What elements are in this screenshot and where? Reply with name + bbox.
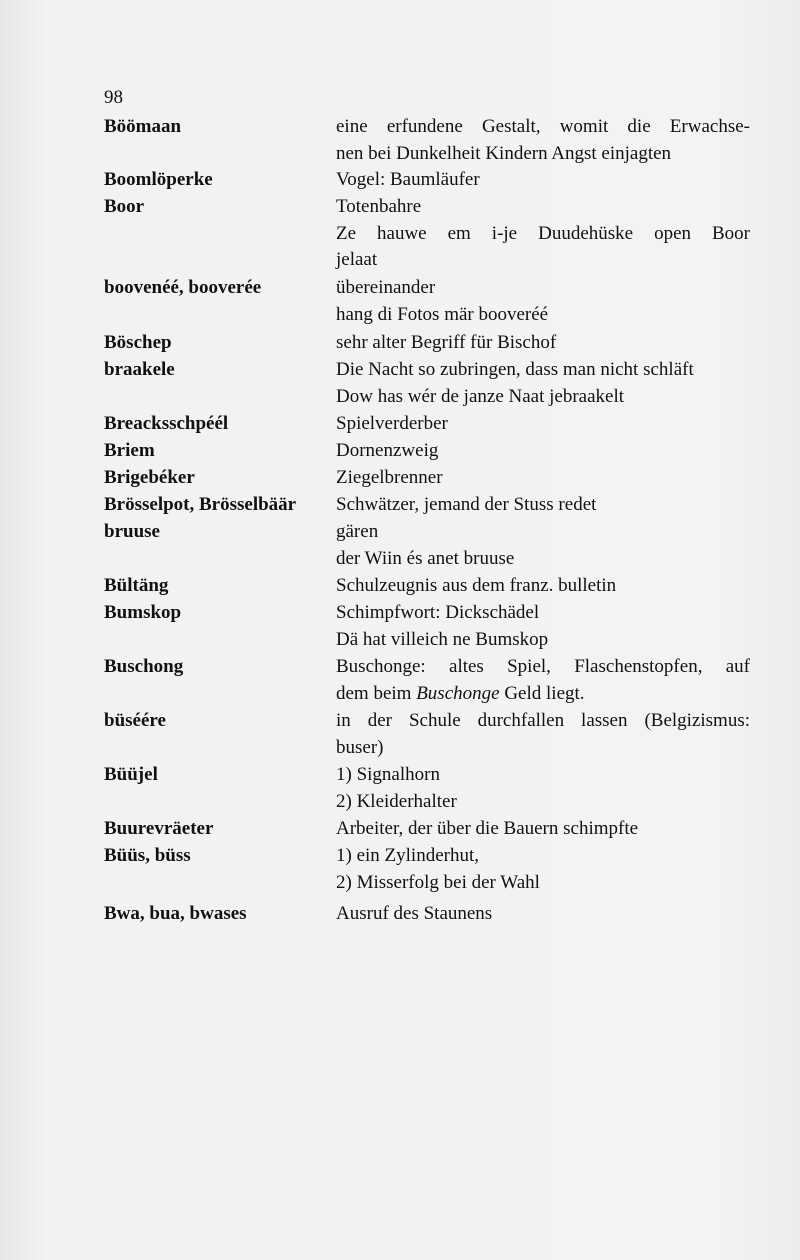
definition-line: nen bei Dunkelheit Kindern Angst einjagten <box>336 142 672 164</box>
definition-line: Schulzeugnis aus dem franz. bulletin <box>336 575 617 596</box>
definition-line: buser) <box>336 736 384 758</box>
entry-definition <box>336 465 750 492</box>
definition-line: 1) Signalhorn <box>336 764 440 785</box>
definition-line: Dornenzweig <box>336 440 439 461</box>
entry-definition <box>336 519 750 572</box>
entry-definition <box>336 330 750 357</box>
definition-line: Schwätzer, jemand der Stuss redet <box>336 494 597 515</box>
definition-line: Buschonge: altes Spiel, Flaschenstopfen, auf <box>336 656 750 677</box>
definition-line: in der Schule durchfallen lassen (Belgizismus: <box>336 710 750 731</box>
definition-line: Totenbahre <box>336 196 422 217</box>
entry-term: Boor <box>104 196 145 217</box>
definition-emphasis: Buschonge <box>416 682 500 704</box>
entry-term: Büüs, büss <box>104 845 191 866</box>
entry-term: Boomlöperke <box>104 169 213 190</box>
entry-term: Böschep <box>104 332 172 353</box>
definition-text: dem beim <box>336 682 417 704</box>
entry-definition <box>336 573 750 600</box>
entry-term: Bültäng <box>104 575 169 596</box>
entry-term: boovenéé, booverée <box>104 277 262 298</box>
entry-term: Bumskop <box>104 602 182 623</box>
definition-line: eine erfundene Gestalt, womit die Erwachse- <box>336 116 750 137</box>
entry-term: Brigebéker <box>104 467 195 488</box>
entry-term: Buurevräeter <box>104 818 214 839</box>
entry-definition <box>336 901 750 928</box>
entry-term: Briem <box>104 440 155 461</box>
definition-line: Dä hat villeich ne Bumskop <box>336 628 549 650</box>
entry-definition <box>336 843 750 896</box>
definition-line: Arbeiter, der über die Bauern schimpfte <box>336 818 639 839</box>
entry-term: büséére <box>104 710 166 731</box>
entry-definition <box>336 194 750 274</box>
entry-definition <box>336 167 750 194</box>
definition-line: sehr alter Begriff für Bischof <box>336 332 557 353</box>
entry-definition <box>336 275 750 328</box>
entry-term: bruuse <box>104 521 160 542</box>
definition-line: jelaat <box>336 249 378 270</box>
definition-text: Geld liegt. <box>499 682 585 704</box>
definition-line: Vogel: Baumläufer <box>336 169 480 190</box>
entry-term: Buschong <box>104 656 184 677</box>
definition-line: Schimpfwort: Dickschädel <box>336 602 540 623</box>
definition-line: Die Nacht so zubringen, dass man nicht schläft <box>336 359 694 380</box>
entry-term: Brösselpot, Brösselbäär <box>104 494 297 515</box>
definition-line: Ausruf des Staunens <box>336 903 493 924</box>
entry-definition <box>336 654 750 707</box>
entry-definition <box>336 438 750 465</box>
entry-definition <box>336 492 750 519</box>
definition-line: Spielverderber <box>336 413 448 434</box>
definition-line: der Wiin és anet bruuse <box>336 547 515 569</box>
page-number: 98 <box>104 87 123 108</box>
entry-term: Büüjel <box>104 764 158 785</box>
entry-definition <box>336 357 750 410</box>
entry-definition <box>336 816 750 843</box>
entry-definition <box>336 762 750 815</box>
definition-line: Dow has wér de janze Naat jebraakelt <box>336 385 625 407</box>
entry-definition <box>336 114 750 167</box>
definition-line: 2) Misserfolg bei der Wahl <box>336 871 540 893</box>
definition-line: übereinander <box>336 277 436 298</box>
entry-definition <box>336 411 750 438</box>
entry-term: Bwa, bua, bwases <box>104 903 247 924</box>
definition-line: Ziegelbrenner <box>336 467 443 488</box>
entry-term: Breacksschpéél <box>104 413 229 434</box>
definition-line: 2) Kleiderhalter <box>336 790 457 812</box>
entry-definition <box>336 708 750 761</box>
definition-line: Ze hauwe em i-je Duudehüske open Boor <box>336 222 750 244</box>
definition-line: 1) ein Zylinderhut, <box>336 845 479 866</box>
entry-definition <box>336 600 750 653</box>
entry-term: braakele <box>104 359 175 380</box>
definition-line <box>336 681 750 708</box>
definition-line: gären <box>336 521 379 542</box>
entry-term: Böömaan <box>104 116 182 137</box>
definition-line: hang di Fotos mär booveréé <box>336 303 549 325</box>
